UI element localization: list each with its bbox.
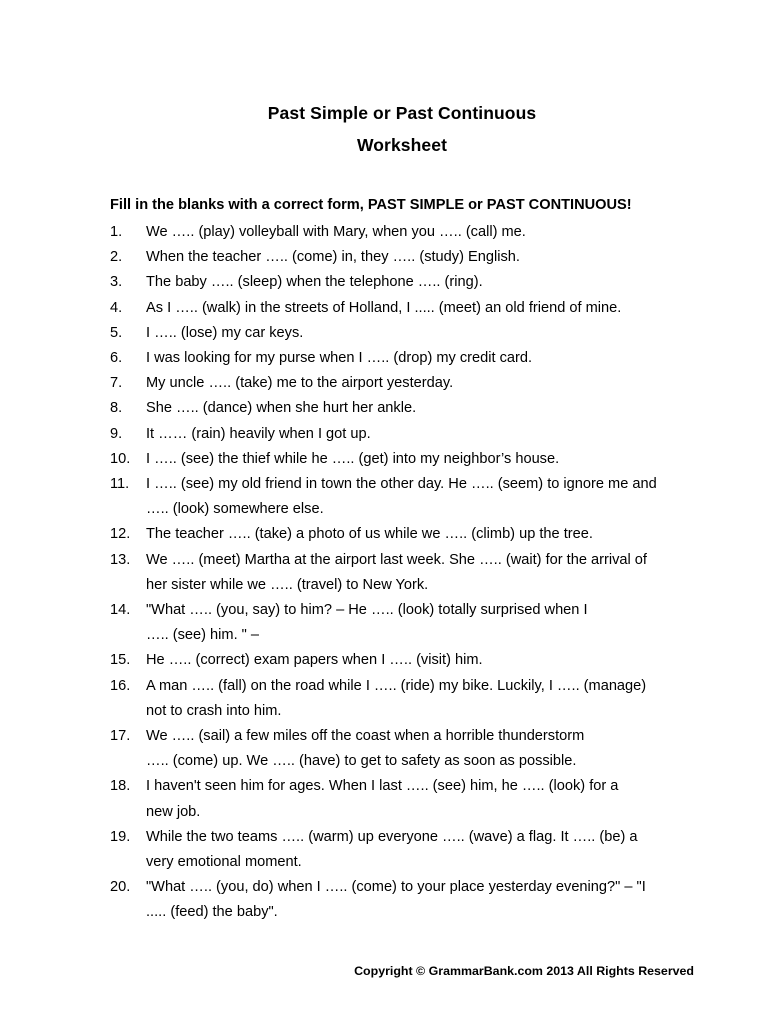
question-text-line: ….. (come) up. We ….. (have) to get to safety as soon as possible. [146, 753, 577, 770]
question-list [110, 220, 710, 926]
question-text-line: My uncle ….. (take) me to the airport yesterday. [146, 375, 454, 392]
question-number: 7. [110, 375, 123, 392]
question-number: 16. [110, 677, 131, 694]
question-text-line: He ….. (correct) exam papers when I ….. (visit) him. [146, 652, 483, 669]
question-text-line: ….. (look) somewhere else. [146, 501, 324, 518]
copyright-footer: Copyright © GrammarBank.com 2013 All Rights Reserved [354, 964, 694, 978]
question-number: 12. [110, 526, 131, 543]
question-number: 3. [110, 274, 123, 291]
question-item [110, 447, 710, 472]
question-text-line: I ….. (lose) my car keys. [146, 324, 304, 341]
question-number: 8. [110, 400, 123, 417]
question-number: 2. [110, 249, 123, 266]
question-text-line: When the teacher ….. (come) in, they ….. (study) English. [146, 249, 520, 266]
question-text-line: We ….. (sail) a few miles off the coast when a horrible thunderstorm [146, 728, 585, 745]
question-number: 9. [110, 425, 123, 442]
question-text-line: "What ….. (you, do) when I ….. (come) to your place yesterday evening?" – "I [146, 879, 646, 896]
question-item [110, 346, 710, 371]
question-text-line: "What ….. (you, say) to him? – He ….. (look) totally surprised when I [146, 602, 588, 619]
question-item [110, 270, 710, 295]
question-text-line: I haven't seen him for ages. When I last ….. (see) him, he ….. (look) for a [146, 778, 619, 795]
question-number: 5. [110, 324, 123, 341]
question-text-line: While the two teams ….. (warm) up everyone ….. (wave) a flag. It ….. (be) a [146, 828, 638, 845]
question-item [110, 296, 710, 321]
question-text-line: ..... (feed) the baby". [146, 904, 278, 921]
question-number: 17. [110, 728, 131, 745]
question-text-line: As I ….. (walk) in the streets of Holland, I ..... (meet) an old friend of mine. [146, 299, 622, 316]
question-text-line: We ….. (meet) Martha at the airport last week. She ….. (wait) for the arrival of [146, 551, 647, 568]
question-text-line: She ….. (dance) when she hurt her ankle. [146, 400, 417, 417]
question-item [110, 774, 710, 824]
question-item [110, 245, 710, 270]
question-text-line: not to crash into him. [146, 702, 282, 719]
question-item [110, 724, 710, 774]
question-item [110, 220, 710, 245]
question-item [110, 598, 710, 648]
question-item [110, 321, 710, 346]
question-text-line: I ….. (see) my old friend in town the other day. He ….. (seem) to ignore me and [146, 476, 657, 493]
question-number: 6. [110, 350, 123, 367]
instructions-text: Fill in the blanks with a correct form, PAST SIMPLE or PAST CONTINUOUS! [110, 197, 632, 213]
question-number: 13. [110, 551, 131, 568]
question-text-line: We ….. (play) volleyball with Mary, when you ….. (call) me. [146, 224, 526, 240]
question-text-line: The baby ….. (sleep) when the telephone ….. (ring). [146, 274, 483, 291]
question-item [110, 371, 710, 396]
question-text-line: new job. [146, 803, 201, 820]
question-number: 1. [110, 224, 123, 240]
question-text-line: A man ….. (fall) on the road while I ….. (ride) my bike. Luckily, I ….. (manage) [146, 677, 647, 694]
question-number: 14. [110, 602, 131, 619]
question-item [110, 396, 710, 421]
worksheet-title: Past Simple or Past Continuous [267, 103, 537, 123]
question-text-line: her sister while we ….. (travel) to New York. [146, 576, 429, 593]
question-item [110, 548, 710, 598]
question-number: 11. [110, 476, 130, 493]
question-text-line: very emotional moment. [146, 854, 302, 871]
question-item [110, 648, 710, 673]
question-number: 4. [110, 299, 123, 316]
question-number: 15. [110, 652, 131, 669]
question-text-line: I ….. (see) the thief while he ….. (get) into my neighbor’s house. [146, 450, 560, 467]
question-text-line: ….. (see) him. " – [146, 627, 260, 644]
question-text-line: The teacher ….. (take) a photo of us while we ….. (climb) up the tree. [146, 526, 593, 543]
question-item [110, 875, 710, 925]
question-item [110, 522, 710, 547]
question-number: 18. [110, 778, 131, 795]
question-item [110, 674, 710, 724]
question-item [110, 422, 710, 447]
question-number: 20. [110, 879, 131, 896]
question-number: 10. [110, 450, 131, 467]
question-item [110, 825, 710, 875]
question-text-line: It …… (rain) heavily when I got up. [146, 425, 371, 442]
question-item [110, 472, 710, 522]
worksheet-subtitle: Worksheet [356, 135, 448, 155]
question-text-line: I was looking for my purse when I ….. (drop) my credit card. [146, 350, 533, 367]
question-number: 19. [110, 828, 131, 845]
